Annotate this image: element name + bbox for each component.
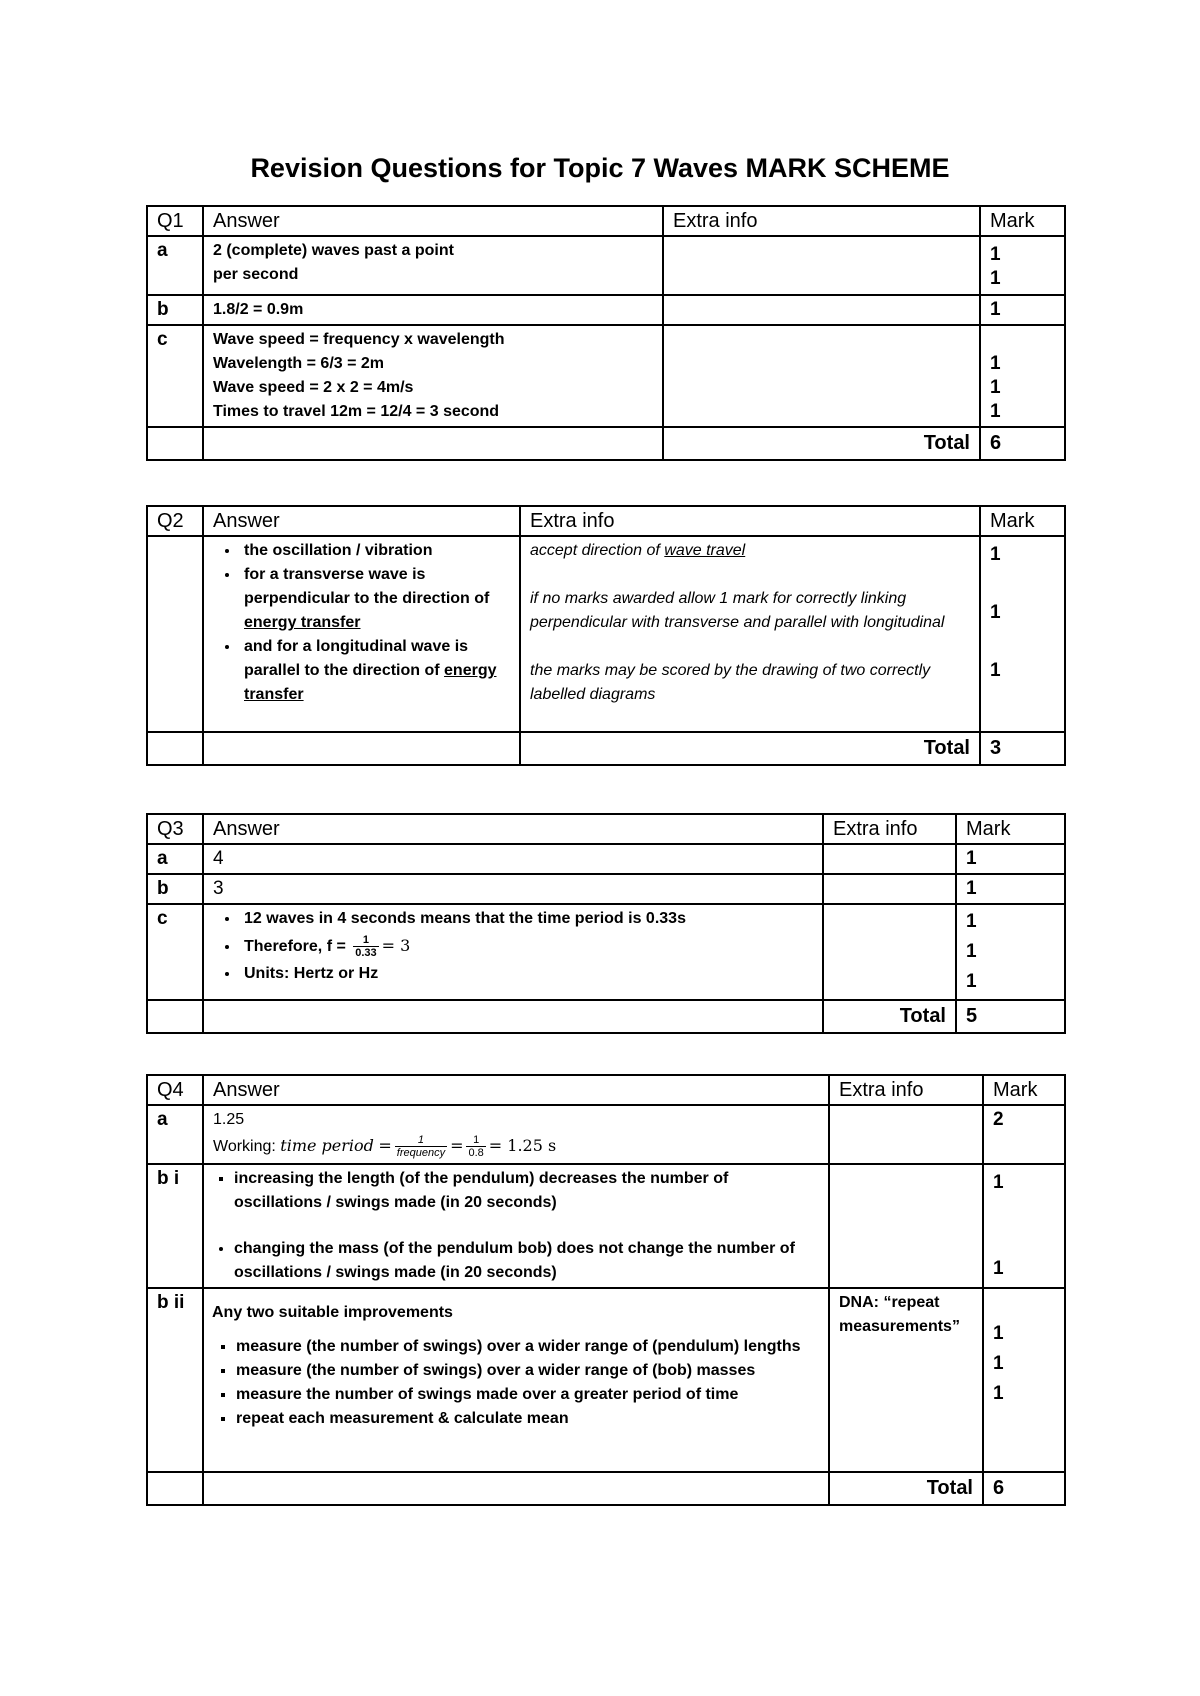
bullet-text: and for a longitudinal wave is parallel to the direction of [244, 638, 469, 679]
mark-header: Mark [980, 206, 1065, 236]
mark-value: 1 [993, 1258, 1004, 1279]
blank-cell [203, 1472, 829, 1505]
underlined-text: energy transfer [244, 614, 361, 631]
equals-sign: = [450, 1136, 464, 1155]
mark-value: 1 [993, 1172, 1004, 1193]
blank-cell [147, 427, 203, 460]
fraction-numerator: 1 [395, 1135, 447, 1147]
q2-row [147, 536, 1065, 732]
mark-value: 1 [990, 544, 1001, 565]
total-value: 5 [956, 1000, 1065, 1033]
part-label: b [147, 874, 203, 904]
part-label: b ii [147, 1288, 203, 1472]
fraction-denominator: 0.8 [468, 1146, 484, 1159]
answer-cell [203, 325, 663, 427]
underlined-text: wave travel [664, 542, 746, 559]
fraction-denominator: frequency [396, 1146, 446, 1159]
improvement-list [212, 1335, 819, 1431]
answer-cell [203, 236, 663, 295]
mark-cell: 1 [956, 844, 1065, 874]
mark-cell: 1 [980, 295, 1065, 325]
part-label: c [147, 325, 203, 427]
bullet-text: Units: Hertz or Hz [244, 965, 379, 982]
equation-result: = 1.25 s [488, 1136, 557, 1155]
fraction-denominator: 0.33 [355, 946, 377, 959]
bullet-text: the oscillation / vibration [244, 542, 433, 559]
extra-info-cell: DNA: “repeat measurements” [829, 1288, 983, 1472]
q3-row-b [147, 874, 1065, 904]
extra-info-cell [823, 844, 956, 874]
extra-info-header: Extra info [520, 506, 980, 536]
part-label: b [147, 295, 203, 325]
bullet-item [240, 931, 813, 962]
extra-info-cell [663, 325, 980, 427]
equation-term: time period [280, 1136, 374, 1155]
bullet-text: for a transverse wave is perpendicular to the direction of [244, 566, 490, 607]
list-item [236, 1383, 819, 1407]
q1-header-row [147, 206, 1065, 236]
total-label: Total [663, 427, 980, 460]
q2-header-row [147, 506, 1065, 536]
list-item-text: measure the number of swings made over a greater period of time [236, 1386, 739, 1403]
mark-value: 1 [990, 401, 1001, 422]
bullet-text: 12 waves in 4 seconds means that the time period is 0.33s [244, 910, 686, 927]
answer-bullets [210, 1167, 819, 1215]
bullet-item [234, 1237, 819, 1285]
list-item-text: measure (the number of swings) over a wider range of (bob) masses [236, 1362, 756, 1379]
mark-cell [980, 536, 1065, 732]
extra-info-cell [663, 295, 980, 325]
part-label [147, 536, 203, 732]
fraction [395, 1135, 447, 1159]
q1-table [146, 205, 1066, 461]
fraction-numerator: 1 [466, 1135, 485, 1147]
mark-header: Mark [983, 1075, 1065, 1105]
answer-bullets [208, 907, 813, 986]
answer-cell: 1.8/2 = 0.9m [203, 295, 663, 325]
answer-header: Answer [203, 506, 520, 536]
q4-row-bi [147, 1164, 1065, 1288]
answer-header: Answer [203, 1075, 829, 1105]
answer-line: 1.25 [213, 1111, 245, 1128]
blank-cell [203, 732, 520, 765]
answer-cell [203, 904, 823, 1000]
equals-sign: = [378, 1136, 392, 1155]
q4-row-bii [147, 1288, 1065, 1472]
q4-label: Q4 [147, 1075, 203, 1105]
answer-cell [203, 1164, 829, 1288]
total-label: Total [829, 1472, 983, 1505]
extra-info-cell [829, 1164, 983, 1288]
list-item-text: repeat each measurement & calculate mean [236, 1410, 569, 1427]
mark-value: 1 [990, 244, 1001, 265]
answer-cell: 3 [203, 874, 823, 904]
working-label: Working: [213, 1138, 281, 1155]
extra-info-header: Extra info [823, 814, 956, 844]
mark-cell [980, 325, 1065, 427]
bullet-text: increasing the length (of the pendulum) decreases the number of oscillations / swings made (in 20 seconds) [234, 1170, 729, 1211]
blank-cell [203, 1000, 823, 1033]
spacer [210, 1215, 819, 1237]
bullet-item [240, 539, 510, 563]
answer-cell [203, 1288, 829, 1472]
answer-line: Wavelength = 6/3 = 2m [213, 355, 385, 372]
answer-line: 2 (complete) waves past a point [213, 242, 454, 259]
part-label: b i [147, 1164, 203, 1288]
answer-bullets [210, 1237, 819, 1285]
q2-table [146, 505, 1066, 766]
bullet-item [240, 907, 813, 931]
extra-info-cell [663, 236, 980, 295]
mark-cell: 2 [983, 1105, 1065, 1164]
underlined-text: energy transfer [244, 662, 497, 703]
total-label: Total [823, 1000, 956, 1033]
mark-cell [983, 1164, 1065, 1288]
part-label: c [147, 904, 203, 1000]
mark-value: 1 [990, 660, 1001, 681]
extra-info-header: Extra info [829, 1075, 983, 1105]
blank-cell [147, 732, 203, 765]
bullet-item [234, 1167, 819, 1215]
equation-result: = 3 [381, 936, 411, 955]
bullet-item [240, 563, 510, 635]
total-value: 3 [980, 732, 1065, 765]
extra-info-cell [520, 536, 980, 732]
answer-header: Answer [203, 814, 823, 844]
extra-info-cell [829, 1105, 983, 1164]
part-label: a [147, 236, 203, 295]
extra-note: if no marks awarded allow 1 mark for correctly linking perpendicular with transverse and parallel with longitudinal [530, 590, 945, 631]
q3-row-a [147, 844, 1065, 874]
list-item-text: measure (the number of swings) over a wider range of (pendulum) lengths [236, 1338, 801, 1355]
answer-cell [203, 1105, 829, 1164]
extra-note [530, 539, 970, 563]
answer-line: Times to travel 12m = 12/4 = 3 second [213, 403, 500, 420]
mark-value: 1 [990, 377, 1001, 398]
working-line [213, 1132, 819, 1161]
answer-line: Wave speed = 2 x 2 = 4m/s [213, 379, 414, 396]
q1-row-b [147, 295, 1065, 325]
q1-label: Q1 [147, 206, 203, 236]
extra-note: the marks may be scored by the drawing of two correctly labelled diagrams [530, 662, 931, 703]
q3-label: Q3 [147, 814, 203, 844]
total-value: 6 [980, 427, 1065, 460]
extra-info-cell [823, 904, 956, 1000]
list-item [236, 1359, 819, 1383]
q2-total-row [147, 732, 1065, 765]
page-title: Revision Questions for Topic 7 Waves MARK SCHEME [250, 153, 950, 183]
mark-value: 1 [990, 602, 1001, 623]
mark-value: 1 [990, 268, 1001, 289]
mark-cell: 1 [956, 874, 1065, 904]
extra-info-cell [823, 874, 956, 904]
answer-bullets [208, 539, 510, 707]
q1-total-row [147, 427, 1065, 460]
q3-header-row [147, 814, 1065, 844]
mark-value: 1 [966, 911, 977, 932]
answer-intro: Any two suitable improvements [212, 1304, 453, 1321]
q4-row-a [147, 1105, 1065, 1164]
bullet-item [240, 962, 813, 986]
blank-cell [147, 1000, 203, 1033]
mark-value: 1 [993, 1353, 1004, 1374]
q2-label: Q2 [147, 506, 203, 536]
answer-cell: 4 [203, 844, 823, 874]
answer-line: per second [213, 266, 299, 283]
mark-cell [980, 236, 1065, 295]
note-text: accept direction of [530, 542, 665, 559]
list-item [236, 1335, 819, 1359]
part-label: a [147, 1105, 203, 1164]
blank-cell [147, 1472, 203, 1505]
answer-cell [203, 536, 520, 732]
mark-value: 1 [966, 971, 977, 992]
q3-row-c [147, 904, 1065, 1000]
mark-value: 1 [990, 353, 1001, 374]
fraction [466, 1135, 485, 1159]
q4-header-row [147, 1075, 1065, 1105]
fraction-numerator: 1 [353, 935, 378, 947]
mark-value: 1 [993, 1383, 1004, 1404]
q4-table [146, 1074, 1066, 1506]
mark-header: Mark [956, 814, 1065, 844]
mark-cell [983, 1288, 1065, 1472]
mark-header: Mark [980, 506, 1065, 536]
bullet-item [240, 635, 510, 707]
list-item [236, 1407, 819, 1431]
answer-header: Answer [203, 206, 663, 236]
total-value: 6 [983, 1472, 1065, 1505]
q3-table [146, 813, 1066, 1034]
mark-value: 1 [966, 941, 977, 962]
q4-total-row [147, 1472, 1065, 1505]
q3-total-row [147, 1000, 1065, 1033]
q1-row-c [147, 325, 1065, 427]
mark-value: 1 [993, 1323, 1004, 1344]
part-label: a [147, 844, 203, 874]
extra-info-header: Extra info [663, 206, 980, 236]
answer-line: Wave speed = frequency x wavelength [213, 331, 505, 348]
fraction [353, 935, 378, 959]
mark-cell [956, 904, 1065, 1000]
q1-row-a [147, 236, 1065, 295]
bullet-text: changing the mass (of the pendulum bob) does not change the number of oscillations / swings made (in 20 seconds) [234, 1240, 795, 1281]
blank-cell [203, 427, 663, 460]
bullet-text: Therefore, f = [244, 938, 351, 955]
total-label: Total [520, 732, 980, 765]
